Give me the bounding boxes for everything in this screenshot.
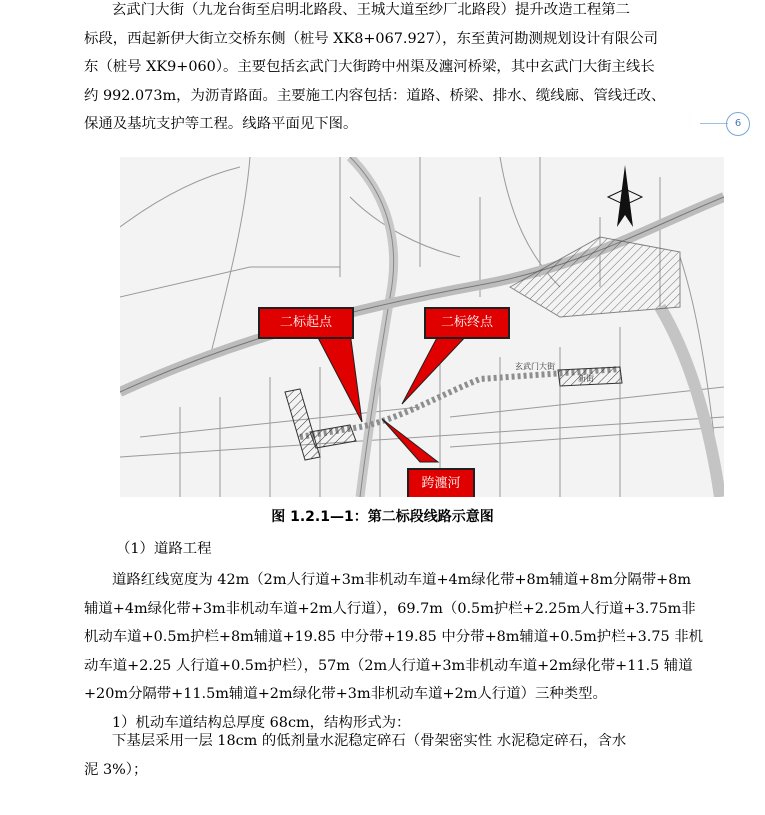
road-label: 新街: [578, 374, 594, 383]
page-marker-rule: [700, 123, 728, 124]
text-line: 东（桩号 XK9+060）。主要包括玄武门大街跨中州渠及瀍河桥梁，其中玄武门大街主线长: [84, 59, 655, 75]
road-paragraph: [84, 566, 704, 737]
text-line: 玄武门大街（九龙台街至启明北路段、王城大道至纱厂北路段）提升改造工程第二: [112, 2, 631, 18]
subsection-heading: 1）机动车道结构总厚度 68cm，结构形式为：: [112, 714, 411, 731]
structure-paragraph: [84, 727, 694, 784]
intro-paragraph: [84, 0, 694, 139]
text-line: 保通及基坑支护等工程。线路平面见下图。: [84, 116, 358, 132]
figure-caption: 图 1.2.1—1：第二标段线路示意图: [271, 509, 494, 525]
text-line: +20m分隔带+11.5m辅道+2m绿化带+3m非机动车道+2m人行道）三种类型。: [84, 686, 607, 702]
text-line: 辅道+4m绿化带+3m非机动车道+2m人行道），69.7m（0.5m护栏+2.25m人行道+3.75m非: [84, 600, 696, 617]
text-line: 道路红线宽度为 42m（2m人行道+3m非机动车道+4m绿化带+8m辅道+8m分隔带+8m: [112, 572, 692, 588]
callout-route-end: 二标终点: [424, 307, 510, 339]
route-map-figure: [120, 157, 724, 497]
callout-river-crossing: 跨瀍河: [407, 468, 475, 497]
callout-route-start: 二标起点: [258, 307, 354, 339]
road-label: 玄武门大街: [515, 362, 555, 371]
section-heading: （1）道路工程: [116, 541, 212, 557]
text-line: 机动车道+0.5m护栏+8m辅道+19.85 中分带+19.85 中分带+8m辅道+0.5m护栏+3.75 非机: [84, 629, 704, 645]
text-line: 动车道+2.25 人行道+0.5m护栏），57m（2m人行道+3m非机动车道+2m绿化带+11.5 辅道: [84, 657, 693, 674]
text-line: 标段，西起新伊大街立交桥东侧（桩号 XK8+067.927），东至黄河勘测规划设计有限公司: [84, 30, 658, 47]
text-line: 下基层采用一层 18cm 的低剂量水泥稳定碎石（骨架密实性 水泥稳定碎石，含水: [112, 733, 627, 749]
text-line: 约 992.073m，为沥青路面。主要施工内容包括：道路、桥梁、排水、缆线廊、管线迁改、: [84, 87, 666, 104]
page-number-badge: 6: [726, 112, 750, 136]
text-line: 泥 3%）；: [84, 761, 148, 778]
map-drawing: [120, 157, 724, 497]
